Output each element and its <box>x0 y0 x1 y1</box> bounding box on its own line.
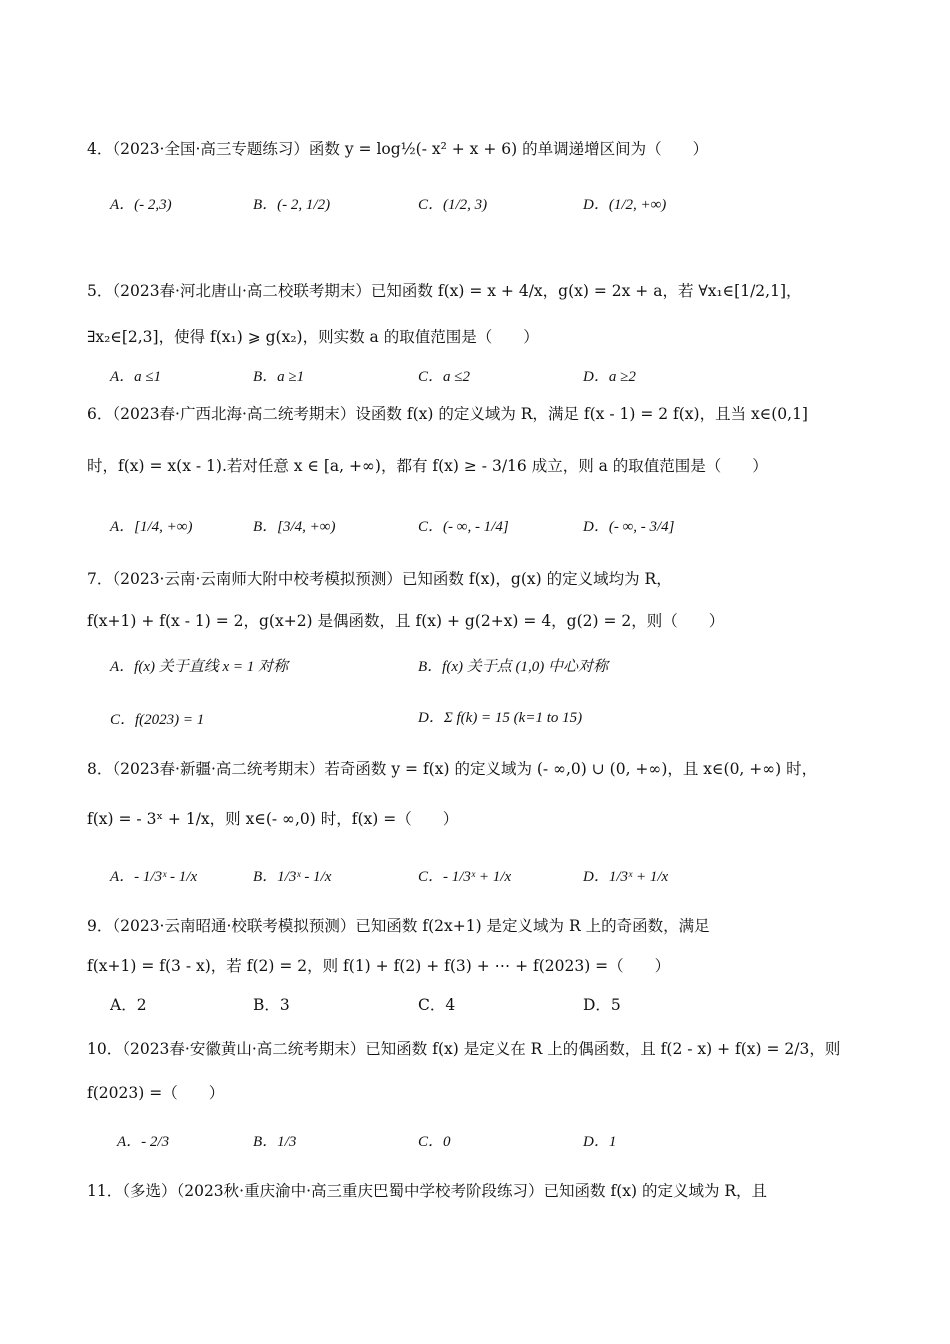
question-stem: 7．（2023·云南·云南师大附中校考模拟预测）已知函数 f(x)，g(x) 的定义域均为 R， <box>87 570 672 588</box>
question-stem: 8．（2023春·新疆·高二统考期末）若奇函数 y = f(x) 的定义域为 (- ∞,0) ∪ (0, +∞)，且 x∈(0, +∞) 时， <box>87 760 818 778</box>
option-b: B．(- 2, 1/2) <box>253 197 331 213</box>
option-b: B．3 <box>253 996 290 1014</box>
option-a: A．- 2/3 <box>117 1134 170 1150</box>
option-c: C．0 <box>418 1134 451 1150</box>
question-4 <box>87 138 708 160</box>
option-a: A．- 1/3ˣ - 1/x <box>110 869 198 885</box>
option-c: C．(1/2, 3) <box>418 197 488 213</box>
question-6 <box>87 403 808 425</box>
question-stem-cont: f(x) = - 3ˣ + 1/x，则 x∈(- ∞,0) 时，f(x) =（ ） <box>87 810 459 828</box>
question-8-cont <box>87 808 458 830</box>
question-10-cont <box>87 1082 224 1104</box>
option-d: D．5 <box>583 996 621 1014</box>
option-a: A．f(x) 关于直线 x = 1 对称 <box>110 659 289 675</box>
option-c: C．(- ∞, - 1/4] <box>418 519 509 535</box>
option-d: D．1/3ˣ + 1/x <box>583 869 669 885</box>
question-stem-cont: 时，f(x) = x(x - 1).若对任意 x ∈ [a, +∞)，都有 f(x) ≥ - 3/16 成立，则 a 的取值范围是（ ） <box>87 457 768 475</box>
question-7 <box>87 568 672 590</box>
question-stem-cont: f(x+1) + f(x - 1) = 2，g(x+2) 是偶函数，且 f(x) + g(2+x) = 4，g(2) = 2，则（ ） <box>87 612 725 630</box>
question-stem: 4．（2023·全国·高三专题练习）函数 y = log½(- x² + x + 6) 的单调递增区间为（ ） <box>87 140 709 158</box>
option-d: D．(- ∞, - 3/4] <box>583 519 675 535</box>
option-b: B．f(x) 关于点 (1,0) 中心对称 <box>418 659 608 675</box>
option-a: A．[1/4, +∞) <box>110 519 193 535</box>
option-c: C．4 <box>418 996 456 1014</box>
question-stem-cont: f(2023) =（ ） <box>87 1084 225 1102</box>
question-stem: 9．（2023·云南昭通·校联考模拟预测）已知函数 f(2x+1) 是定义域为 R 上的奇函数，满足 <box>87 917 710 935</box>
question-9 <box>87 915 710 937</box>
option-d: D．Σ f(k) = 15 (k=1 to 15) <box>418 710 583 726</box>
question-6-cont <box>87 455 768 477</box>
question-stem: 5．（2023春·河北唐山·高二校联考期末）已知函数 f(x) = x + 4/x，g(x) = 2x + a，若 ∀x₁∈[1/2,1]， <box>87 282 802 300</box>
question-5-cont <box>87 326 539 348</box>
option-c: C．a ≤2 <box>418 369 470 385</box>
question-stem: 6．（2023春·广西北海·高二统考期末）设函数 f(x) 的定义域为 R，满足 f(x - 1) = 2 f(x)，且当 x∈(0,1] <box>87 405 808 423</box>
option-a: A．2 <box>110 996 147 1014</box>
option-d: D．a ≥2 <box>583 369 636 385</box>
question-stem: 11．（多选）（2023秋·重庆渝中·高三重庆巴蜀中学校考阶段练习）已知函数 f(x) 的定义域为 R，且 <box>87 1182 768 1200</box>
option-b: B．1/3 <box>253 1134 297 1150</box>
option-d: D．1 <box>583 1134 617 1150</box>
option-b: B．a ≥1 <box>253 369 305 385</box>
question-10 <box>87 1038 840 1060</box>
option-c: C．f(2023) = 1 <box>110 712 205 728</box>
question-stem: 10．（2023春·安徽黄山·高二统考期末）已知函数 f(x) 是定义在 R 上的偶函数，且 f(2 - x) + f(x) = 2/3，则 <box>87 1040 841 1058</box>
option-c: C．- 1/3ˣ + 1/x <box>418 869 512 885</box>
option-d: D．(1/2, +∞) <box>583 197 667 213</box>
question-stem-cont: f(x+1) = f(3 - x)，若 f(2) = 2，则 f(1) + f(2) + f(3) + ⋯ + f(2023) =（ ） <box>87 957 671 975</box>
question-11 <box>87 1180 767 1202</box>
question-7-cont <box>87 610 724 632</box>
question-9-cont <box>87 955 670 977</box>
option-a: A．a ≤1 <box>110 369 162 385</box>
option-b: B．[3/4, +∞) <box>253 519 336 535</box>
option-b: B．1/3ˣ - 1/x <box>253 869 332 885</box>
question-stem-cont: ∃x₂∈[2,3]，使得 f(x₁) ⩾ g(x₂)，则实数 a 的取值范围是（ ） <box>87 328 539 346</box>
question-8 <box>87 758 817 780</box>
option-a: A．(- 2,3) <box>110 197 172 213</box>
question-5 <box>87 280 802 302</box>
